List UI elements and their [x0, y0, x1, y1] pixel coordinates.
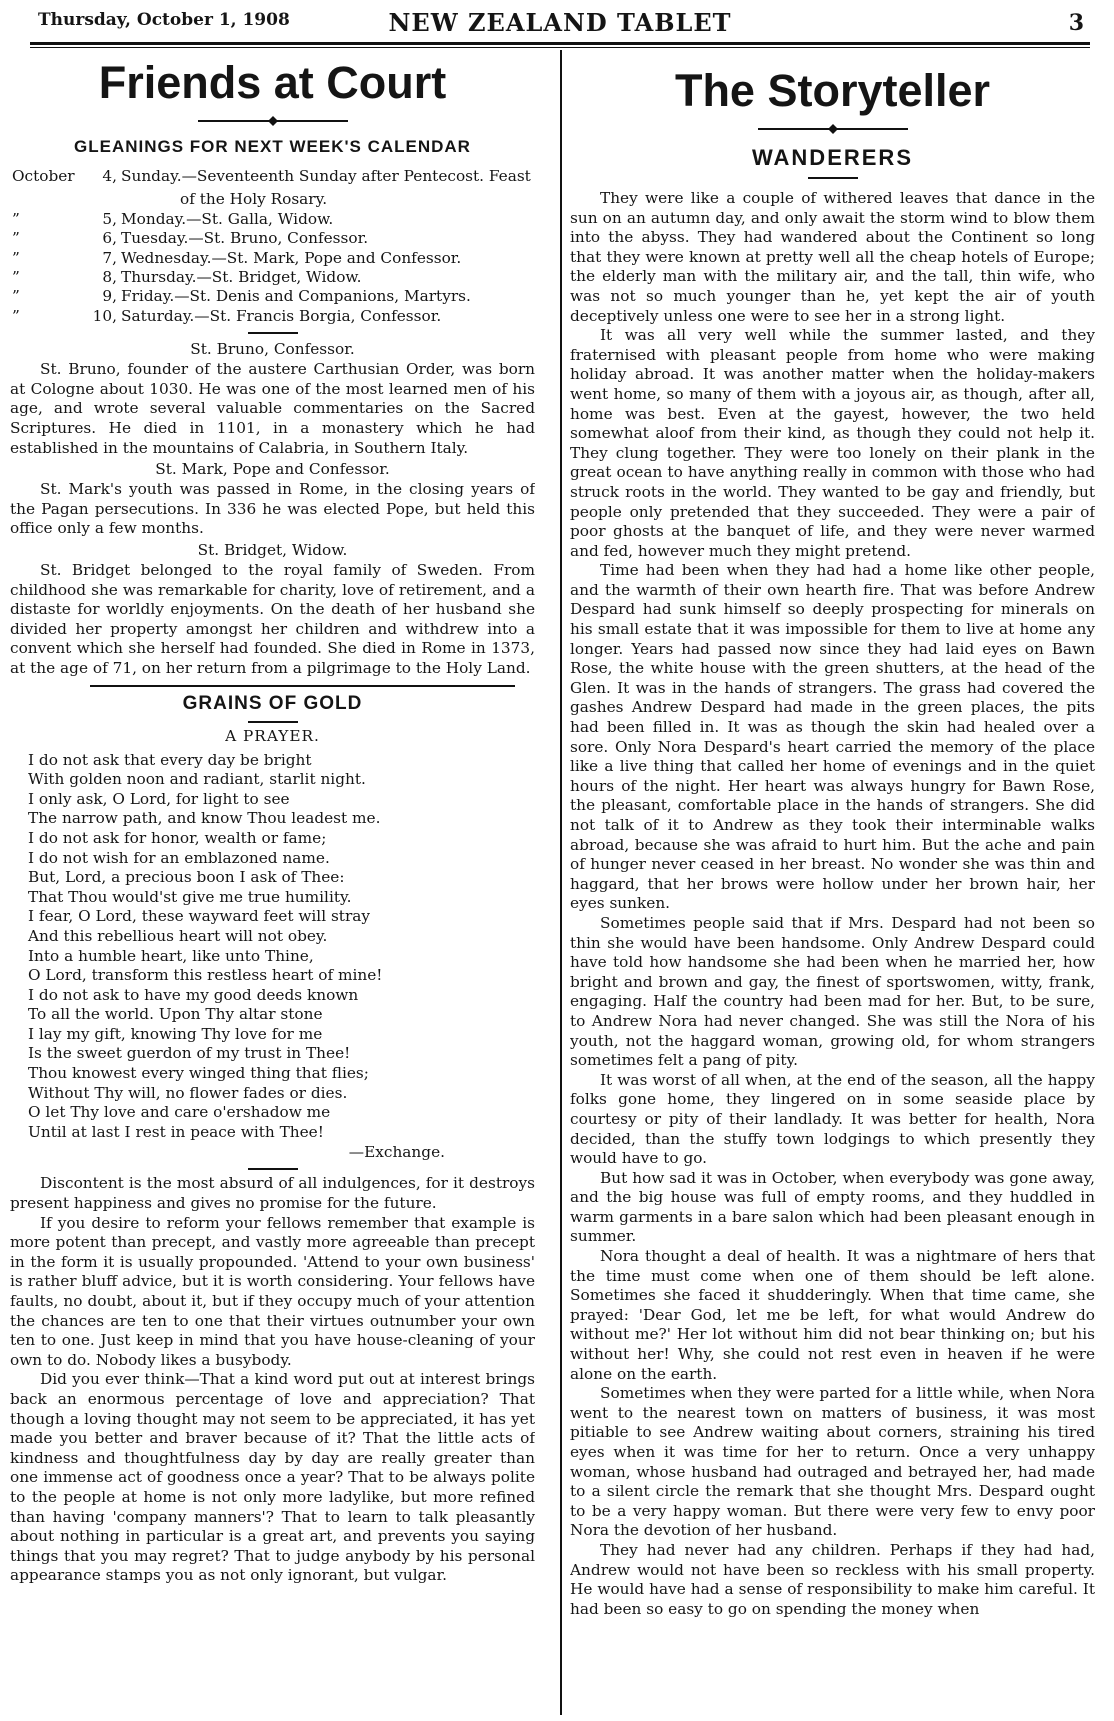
calendar-day: 9,: [102, 287, 117, 306]
calendar-list-cont: [12, 210, 471, 326]
story-paragraph: They had never had any children. Perhaps if they had had, Andrew would not have been so reckless with his small property. He would have had a sense of responsibility to make him careful. It had been so easy to go on spending the money when: [570, 1540, 1095, 1618]
poem-line: That Thou would'st give me true humility.: [28, 887, 352, 906]
story-paragraph: Nora thought a deal of health. It was a nightmare of hers that the time must come when one of them should be left alone. Sometimes she faced it shudderingly. When that time came, she prayed: 'Dear God, let me be left, for what would Andrew do without me?' Her lot without him did not bear thinking on; but his without her! Why, she could not rest even in heaven if he were alone on the earth.: [570, 1247, 1095, 1383]
calendar-month: ”: [12, 287, 20, 306]
story-title: WANDERERS: [751, 145, 913, 170]
poem-title: A PRAYER.: [225, 726, 320, 745]
calendar-row: [12, 229, 471, 248]
poem-line: I do not ask to have my good deeds known: [28, 985, 359, 1004]
story-paragraph: Time had been when they had had a home like other people, and the warmth of their own hearth fire. That was before Andrew Despard had sunk himself so deeply prospecting for minerals on his small estate that it was impossible for them to live at home any longer. Years had passed now since they had laid eyes on Bawn Rose, the white house with the green shutters, at the head of the Glen. It was in the hands of strangers. The grass had covered the gashes Andrew Despard had made in the green places, the pits had been filled in. It was as though the skin had healed over a sore. Only Nora Despard's heart carried the memory of the place like a live thing that called her home of evenings and in the quiet hours of the night. Her heart was always hungry for Bawn Rose, the pleasant, comfortable place in the hands of strangers. She did not talk of it to Andrew as they took their interminable walks abroad, because she was afraid to hurt him. But the ache and pain of hunger never ceased in her breast. No wonder she was thin and haggard, that her brows were hollow under her brown hair, her eyes sunken.: [570, 561, 1095, 913]
calendar-row: [12, 210, 471, 229]
poem-line: Without Thy will, no flower fades or dies.: [28, 1083, 348, 1102]
article-paragraph: Discontent is the most absurd of all indulgences, for it destroys present happiness and gives no promise for the future.: [10, 1174, 535, 1213]
calendar-month: ”: [12, 209, 20, 228]
calendar-row: [12, 249, 471, 268]
left-column: [10, 55, 535, 1715]
poem-line: I only ask, O Lord, for light to see: [28, 789, 290, 808]
story-paragraph: It was all very well while the summer lasted, and they fraternised with pleasant people from home who were making holiday abroad. It was another matter when the holiday-makers went home, so many of them with a joyous air, as though, after all, home was best. Even at the gayest, however, the two held somewhat aloof from their kind, as though they could not help it. They clung together. They were too lonely on their plank in the great ocean to have anything really in common with those who had struck roots in the world. They wanted to be gay and friendly, but people only pretended that they succeeded. They were a pair of poor ghosts at the banquet of life, and they were never warmed and fed, however much they might pretend.: [570, 326, 1095, 560]
calendar-day: 8,: [102, 268, 117, 287]
calendar-day: 5,: [102, 209, 117, 228]
saint-paragraph: St. Bruno, founder of the austere Carthusian Order, was born at Cologne about 1030. He was one of the most learned men of his age, and wrote several valuable commentaries on the Sacred Scriptures. He died in 1101, in a monastery which he had established in the mountains of Calabria, in Southern Italy.: [10, 360, 535, 457]
poem-line: I do not ask that every day be bright: [28, 750, 312, 769]
poem-line: I fear, O Lord, these wayward feet will stray: [28, 907, 371, 926]
page-number: 3: [1068, 10, 1084, 36]
calendar-row: [12, 287, 471, 306]
poem-line: But, Lord, a precious boon I ask of Thee:: [28, 868, 345, 887]
article-paragraph: If you desire to reform your fellows remember that example is more potent than precept, and vastly more agreeable than precept in the form it is usually propounded. 'Attend to your own business' is rather bluff advice, but it is worth considering. Your fellows have faults, no doubt, about it, but if they occupy much of your attention the chances are ten to one that their virtues outnumber your own ten to one. Just keep in mind that you have house-cleaning of your own to do. Nobody likes a busybody.: [10, 1213, 535, 1369]
calendar-day: 10,: [92, 306, 117, 325]
calendar-list: [12, 167, 531, 186]
saint-heading: St. Bruno, Confessor.: [190, 340, 355, 359]
calendar-day: 7,: [102, 248, 117, 267]
calendar-row: [12, 268, 471, 287]
calendar-row: [12, 167, 531, 186]
newspaper-name: NEW ZEALAND TABLET: [388, 8, 732, 37]
poem-line: Thou knowest every winged thing that flies;: [28, 1064, 369, 1083]
issue-date: Thursday, October 1, 1908: [38, 10, 290, 30]
saint-heading: St. Bridget, Widow.: [197, 541, 348, 559]
column-divider: [560, 50, 562, 1715]
ornament-rule-icon: [758, 123, 908, 135]
divider: [808, 177, 858, 179]
poem-line: I lay my gift, knowing Thy love for me: [28, 1024, 323, 1043]
story-paragraph: They were like a couple of withered leaves that dance in the sun on an autumn day, and only await the storm wind to blow them into the abyss. They had wandered about the Continent so long that they were known at pretty well all the cheap hotels of Europe; the elderly man with the military air, and the tall, thin wife, who was not so much younger than he, yet kept the air of youth deceptively unless one were to see her in a strong light.: [570, 189, 1095, 325]
calendar-month: ”: [12, 229, 20, 248]
poem-line: The narrow path, and know Thou leadest me.: [28, 809, 381, 828]
calendar-continuation: of the Holy Rosary.: [180, 190, 328, 209]
story-paragraph: It was worst of all when, at the end of the season, all the happy folks gone home, they lingered on in some seaside place by courtesy or pity of their landlady. It was better for health, Nora decided, than the stuffy town lodgings to which presently they would have to go.: [570, 1070, 1095, 1168]
right-column: [570, 55, 1095, 1715]
poem-line: O Lord, transform this restless heart of mine!: [28, 966, 383, 985]
section-title-friends-at-court: Friends at Court: [98, 57, 447, 108]
section-divider: [90, 685, 515, 687]
poem-line: I do not ask for honor, wealth or fame;: [28, 828, 327, 847]
calendar-month: ”: [12, 268, 20, 287]
ornament-rule-icon: [198, 115, 348, 127]
calendar-day: 6,: [102, 229, 117, 248]
poem-line: Into a humble heart, like unto Thine,: [28, 946, 314, 965]
story-paragraph: Sometimes people said that if Mrs. Despard had not been so thin she would have been handsome. Only Andrew Despard could have told how handsome she had been when he married her, how bright and brown and gay, the finest of sportswomen, witty, frank, engaging. Half the country had been mad for her. But, to be sure, to Andrew Nora had never changed. She was still the Nora of his youth, not the haggard woman, growing old, for whom strangers sometimes felt a pang of pity.: [570, 913, 1095, 1070]
calendar-month: October: [12, 167, 75, 185]
section-title-storyteller: The Storyteller: [674, 65, 991, 116]
poem-line: To all the world. Upon Thy altar stone: [28, 1005, 323, 1024]
calendar-entry: Saturday.—St. Francis Borgia, Confessor.: [121, 306, 442, 325]
article-paragraph: Did you ever think—That a kind word put out at interest brings back an enormous percentage of love and appreciation? That though a loving thought may not seem to be appreciated, it has yet made you better and braver because of it? That the little acts of kindness and thoughtfulness day by day are really greater than one immense act of goodness once a year? That to be always polite to the people at home is not only more ladylike, but more refined than having 'company manners'? That to learn to talk pleasantly about nothing in particular is a great art, and prevents you saying things that you may regret? That to judge anybody by his personal appearance stamps you as not only ignorant, but vulgar.: [10, 1370, 535, 1585]
story-paragraph: Sometimes when they were parted for a little while, when Nora went to the nearest town on matters of business, it was most pitiable to see Andrew waiting about corners, straining his tired eyes when it was time for her to return. Once a very unhappy woman, whose husband had outraged and betrayed her, had made to a silent circle the remark that she thought Mrs. Despard ought to be a very happy woman. But there were very few to envy poor Nora the devotion of her husband.: [570, 1384, 1095, 1540]
saint-paragraph: St. Mark's youth was passed in Rome, in the closing years of the Pagan persecutions. In 336 he was elected Pope, but held this office only a few months.: [10, 480, 535, 538]
masthead-rule: [30, 47, 1090, 48]
divider: [248, 332, 298, 334]
poem-line: With golden noon and radiant, starlit night.: [28, 770, 366, 789]
poem-credit: —Exchange.: [348, 1143, 445, 1162]
calendar-month: ”: [12, 248, 20, 267]
story-paragraph: But how sad it was in October, when everybody was gone away, and the big house was full of empty rooms, and they huddled in warm garments in a bare salon which had been pleasant enough in summer.: [570, 1168, 1095, 1246]
divider: [248, 1168, 298, 1170]
calendar-entry: Tuesday.—St. Bruno, Confessor.: [121, 229, 369, 248]
calendar-subhead: GLEANINGS FOR NEXT WEEK'S CALENDAR: [74, 137, 471, 156]
calendar-entry: Monday.—St. Galla, Widow.: [121, 209, 334, 228]
saint-paragraph: St. Bridget belonged to the royal family of Sweden. From childhood she was remarkable for charity, love of retirement, and a distaste for worldly enjoyments. On the death of her husband she divided her property amongst her children and withdrew into a convent which she herself had founded. She died in Rome in 1373, at the age of 71, on her return from a pilgrimage to the Holy Land.: [10, 561, 535, 677]
masthead: [30, 4, 1090, 45]
poem-line: Is the sweet guerdon of my trust in Thee!: [28, 1044, 351, 1063]
poem-line: I do not wish for an emblazoned name.: [28, 848, 330, 867]
calendar-row: [12, 307, 471, 326]
poem: [10, 751, 535, 1143]
calendar-day: 4,: [102, 167, 117, 185]
calendar-month: ”: [12, 306, 20, 325]
calendar-entry: Friday.—St. Denis and Companions, Martyrs.: [121, 287, 471, 306]
poem-line: And this rebellious heart will not obey.: [28, 926, 328, 945]
grains-of-gold-heading: GRAINS OF GOLD: [182, 692, 363, 714]
poem-line: O let Thy love and care o'ershadow me: [28, 1103, 331, 1122]
saint-heading: St. Mark, Pope and Confessor.: [155, 460, 390, 479]
calendar-entry: Thursday.—St. Bridget, Widow.: [121, 268, 362, 287]
calendar-entry: Sunday.—Seventeenth Sunday after Pentecost. Feast: [121, 167, 531, 185]
divider: [248, 721, 298, 723]
poem-line: Until at last I rest in peace with Thee!: [28, 1122, 324, 1141]
calendar-entry: Wednesday.—St. Mark, Pope and Confessor.: [121, 248, 462, 267]
